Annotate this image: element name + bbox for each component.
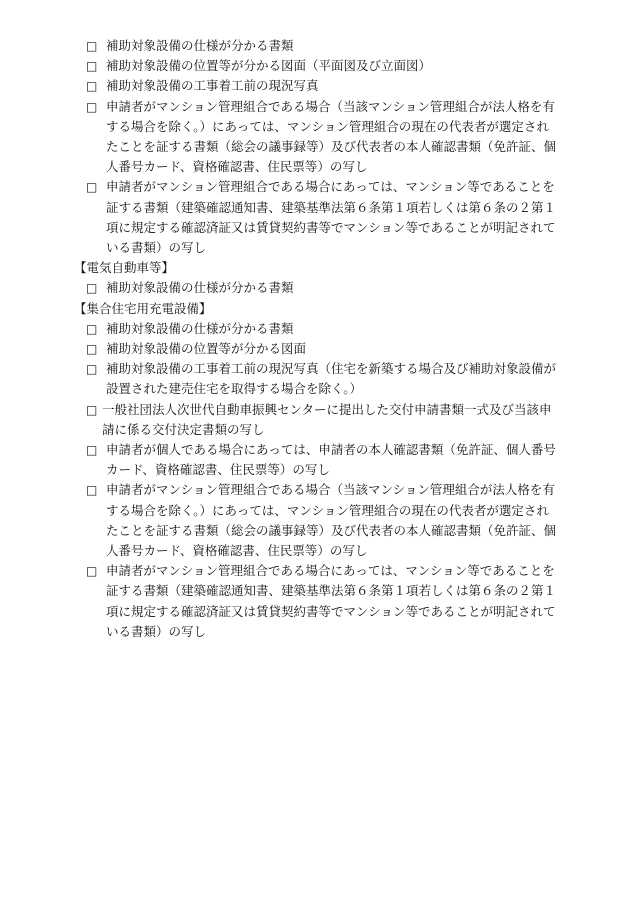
section-general (76, 36, 560, 258)
section-heading: 【電気自動車等】 (74, 260, 175, 276)
checkbox-icon: □ (86, 281, 98, 296)
checkbox-icon: □ (86, 564, 98, 579)
section-electric-vehicle (76, 258, 560, 298)
checkbox-icon: □ (86, 362, 98, 377)
list-item: □ 申請者が個人である場合にあっては、申請者の本人確認書類（免許証、個人番号カード、資格確認書、住民票等）の写し (86, 442, 556, 478)
list-item: □ 申請者がマンション管理組合である場合にあっては、マンション等であることを証する書類（建築確認通知書、建築基準法第６条第１項若しくは第６条の２第１項に規定する確認済証又は賃貸契約書等でマンション等であることが明記されている書類）の写し (86, 179, 557, 256)
checkbox-icon: □ (86, 99, 98, 114)
checkbox-icon: □ (86, 483, 98, 498)
checkbox-icon: □ (86, 79, 98, 94)
list-item: □ 補助対象設備の仕様が分かる書類 (76, 319, 560, 339)
checkbox-icon: □ (86, 342, 98, 357)
checkbox-icon: □ (86, 402, 98, 417)
list-item: □ 補助対象設備の工事着工前の現況写真（住宅を新築する場合及び補助対象設備が設置された建売住宅を取得する場合を除く。） (86, 361, 557, 397)
section-apartment-charger (76, 299, 560, 642)
list-item: □ 一般社団法人次世代自動車振興センターに提出した交付申請書類一式及び当該申請に係る交付決定書類の写し (86, 401, 552, 437)
checkbox-icon: □ (86, 321, 98, 336)
list-item: □ 補助対象設備の位置等が分かる図面（平面図及び立面図） (76, 56, 560, 76)
list-item: □ 申請者がマンション管理組合である場合（当該マンション管理組合が法人格を有する場合を除く。）にあっては、マンション管理組合の現在の代表者が選定されたことを証する書類（総会の議事録等）及び代表者の本人確認書類（免許証、個人番号カード、資格確認書、住民票等）の写し (86, 482, 557, 559)
list-item: □ 補助対象設備の工事着工前の現況写真 (76, 76, 560, 96)
section-heading: 【集合住宅用充電設備】 (74, 300, 212, 316)
checkbox-icon: □ (86, 59, 98, 74)
checkbox-icon: □ (86, 443, 98, 458)
list-item: □ 補助対象設備の仕様が分かる書類 (76, 278, 560, 298)
checkbox-icon: □ (86, 39, 98, 53)
checkbox-icon: □ (86, 180, 98, 195)
list-item: □ 申請者がマンション管理組合である場合にあっては、マンション等であることを証する書類（建築確認通知書、建築基準法第６条第１項若しくは第６条の２第１項に規定する確認済証又は賃貸契約書等でマンション等であることが明記されている書類）の写し (86, 563, 557, 639)
list-item: □ 補助対象設備の位置等が分かる図面 (76, 339, 560, 359)
list-item: □ 補助対象設備の仕様が分かる書類 (76, 36, 560, 56)
list-item: □ 申請者がマンション管理組合である場合（当該マンション管理組合が法人格を有する場合を除く。）にあっては、マンション管理組合の現在の代表者が選定されたことを証する書類（総会の議事録等）及び代表者の本人確認書類（免許証、個人番号カード、資格確認書、住民票等）の写し (86, 98, 557, 175)
